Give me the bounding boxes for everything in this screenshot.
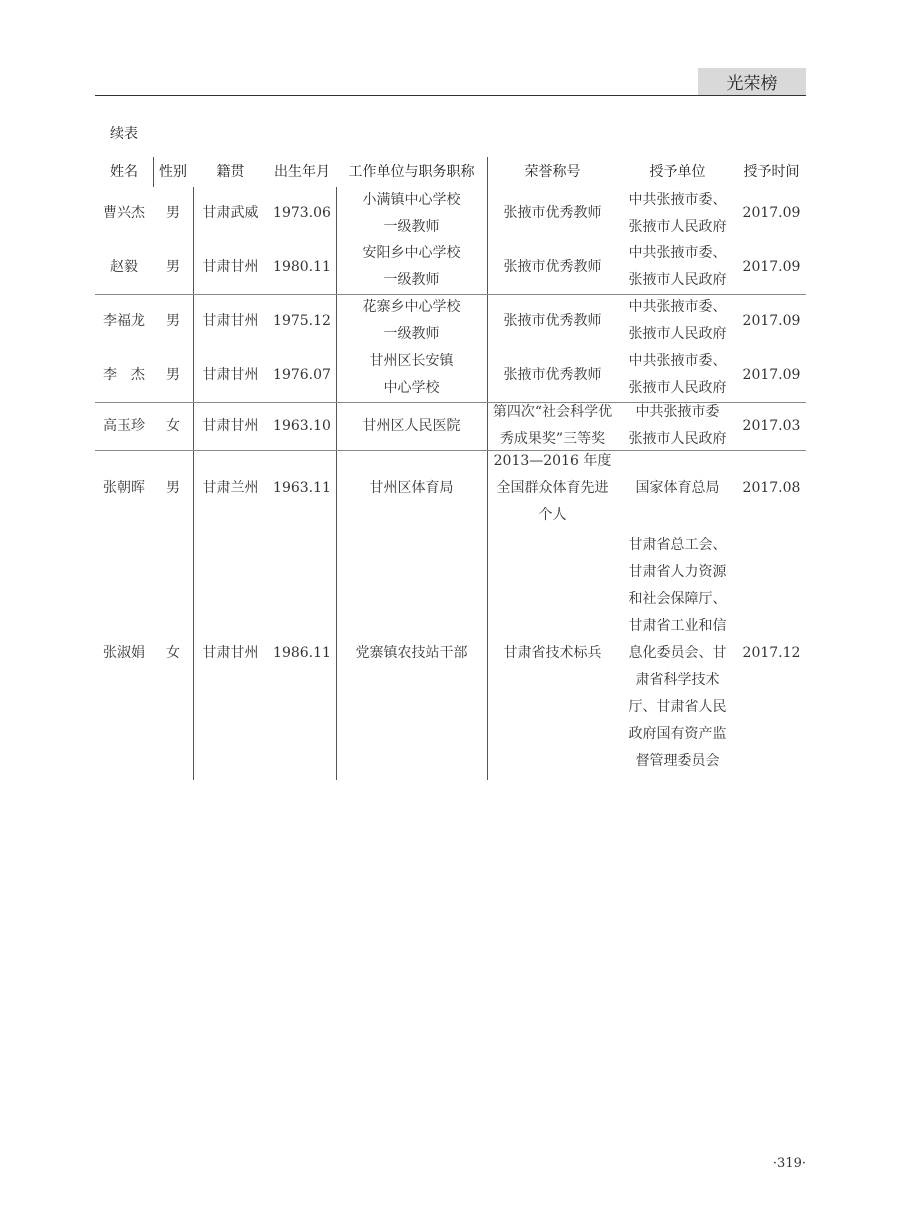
table-cell-name: 赵毅 [110,258,138,275]
table-cell-grantor [618,187,737,240]
cell-line: 甘肃省人力资源 [628,563,727,580]
table-cell-origin: 甘肃甘州 [202,258,259,275]
birth-header: 出生年月 [274,163,330,180]
table-cell-gender: 男 [166,312,180,329]
table-cell-grantor [618,402,737,450]
table-cell-birth: 1975.12 [273,312,331,329]
cell-line: 张掖市优秀教师 [503,312,602,329]
cell-line: 国家体育总局 [635,479,720,496]
table-cell-name: 李福龙 [103,312,145,329]
table-cell-work [336,240,487,294]
table-cell-grantor [618,240,737,294]
table-cell-date: 2017.09 [742,258,801,275]
table-cell-gender: 男 [166,366,180,383]
table-cell-gender: 男 [166,205,180,221]
cell-line: 一级教师 [383,218,440,235]
table-cell-honor [487,187,618,240]
table-cell-name: 张淑娟 [103,644,145,661]
table-cell-birth: 1980.11 [273,258,331,275]
table-caption: 续表 [110,126,138,142]
table-cell-work [336,450,487,526]
cell-line: 张掖市人民政府 [628,431,727,447]
cell-line: 肃省科学技术 [635,671,720,688]
cell-line: 中共张掖市委、 [628,353,727,369]
cell-line: 甘州区长安镇 [369,353,454,369]
column-rule [193,187,194,780]
group-rule [95,402,806,403]
table-cell-work [336,348,487,402]
header-rule [95,95,806,96]
page-number: ·319· [772,1156,806,1171]
origin-header: 籍贯 [216,163,245,180]
cell-line: 息化委员会、甘 [628,644,727,661]
table-cell-date: 2017.09 [742,205,801,221]
table-cell-grantor [618,450,737,526]
table-cell-origin: 甘肃甘州 [202,312,259,329]
cell-line: 个人 [538,506,567,523]
table-cell-birth: 1963.11 [273,479,331,496]
honor-header: 荣誉称号 [524,163,581,180]
table-cell-grantor [618,526,737,780]
table-cell-gender: 男 [166,479,180,496]
cell-line: 花寨乡中心学校 [362,299,461,315]
table-cell-grantor [618,348,737,402]
cell-line: 张掖市优秀教师 [503,366,602,383]
cell-line: 第四次“社会科学优 [492,404,613,420]
cell-line: 甘肃省工业和信 [628,617,727,634]
cell-line: 张掖市人民政府 [628,272,727,288]
cell-line: 厅、甘肃省人民 [628,698,727,715]
table-cell-honor [487,294,618,348]
table-cell-date: 2017.09 [742,366,801,383]
cell-line: 秀成果奖”三等奖 [499,431,606,447]
cell-line: 张掖市优秀教师 [503,205,602,221]
table-cell-name: 李 杰 [103,366,145,383]
table-cell-origin: 甘肃甘州 [202,417,259,434]
cell-line: 政府国有资产监 [628,725,727,742]
cell-line: 安阳乡中心学校 [362,245,461,261]
table-cell-date: 2017.08 [742,479,801,496]
table-cell-gender: 女 [166,417,180,434]
column-rule [153,157,154,187]
cell-line: 中共张掖市委、 [628,191,727,208]
section-tab: 光荣榜 [698,68,806,95]
cell-line: 张掖市人民政府 [628,218,727,235]
cell-line: 甘州区体育局 [369,479,454,496]
table-cell-date: 2017.03 [742,417,801,434]
work-header: 工作单位与职务职称 [348,163,475,180]
table-cell-name: 曹兴杰 [103,205,145,221]
table-cell-origin: 甘肃甘州 [202,366,259,383]
cell-line: 中共张掖市委、 [628,245,727,261]
cell-line: 党寨镇农技站干部 [355,644,468,661]
table-cell-birth: 1973.06 [273,205,331,221]
table-cell-work [336,402,487,450]
cell-line: 一级教师 [383,272,440,288]
table-cell-birth: 1976.07 [273,366,331,383]
table-cell-birth: 1963.10 [273,417,331,434]
table-cell-honor [487,240,618,294]
cell-line: 和社会保障厅、 [628,590,727,607]
table-cell-origin: 甘肃武威 [202,205,259,221]
group-rule [95,294,806,295]
cell-line: 督管理委员会 [635,752,720,769]
table-cell-birth: 1986.11 [273,644,331,661]
cell-line: 甘州区人民医院 [362,417,461,434]
cell-line: 张掖市人民政府 [628,326,727,342]
table-cell-date: 2017.12 [742,644,801,661]
column-rule [487,157,488,780]
table-cell-origin: 甘肃兰州 [202,479,259,496]
cell-line: 小满镇中心学校 [362,191,461,208]
date-header: 授予时间 [743,163,800,180]
table-cell-honor [487,348,618,402]
table-cell-honor [487,526,618,780]
cell-line: 中共张掖市委 [635,404,720,420]
table-cell-work [336,526,487,780]
cell-line: 甘肃省总工会、 [628,536,727,553]
cell-line: 甘肃省技术标兵 [503,644,602,661]
table-cell-name: 高玉珍 [103,417,145,434]
cell-line: 张掖市优秀教师 [503,258,602,275]
table-cell-gender: 男 [166,258,180,275]
table-cell-work [336,187,487,240]
table-cell-honor [487,402,618,450]
table-cell-origin: 甘肃甘州 [202,644,259,661]
cell-line: 中心学校 [383,380,440,396]
cell-line: 一级教师 [383,326,440,342]
table-cell-work [336,294,487,348]
table-cell-gender: 女 [166,644,180,661]
grantor-header: 授予单位 [649,163,706,180]
table-cell-honor [487,450,618,526]
table-cell-name: 张朝晖 [103,479,145,496]
cell-line: 中共张掖市委、 [628,299,727,315]
column-rule [336,187,337,780]
name-header: 姓名 [110,163,138,180]
table-cell-grantor [618,294,737,348]
gender-header: 性别 [159,163,187,180]
cell-line: 全国群众体育先进 [496,479,609,496]
cell-line: 2013—2016 年度 [493,452,612,469]
cell-line: 张掖市人民政府 [628,380,727,396]
table-cell-date: 2017.09 [742,312,801,329]
group-rule [95,450,806,451]
